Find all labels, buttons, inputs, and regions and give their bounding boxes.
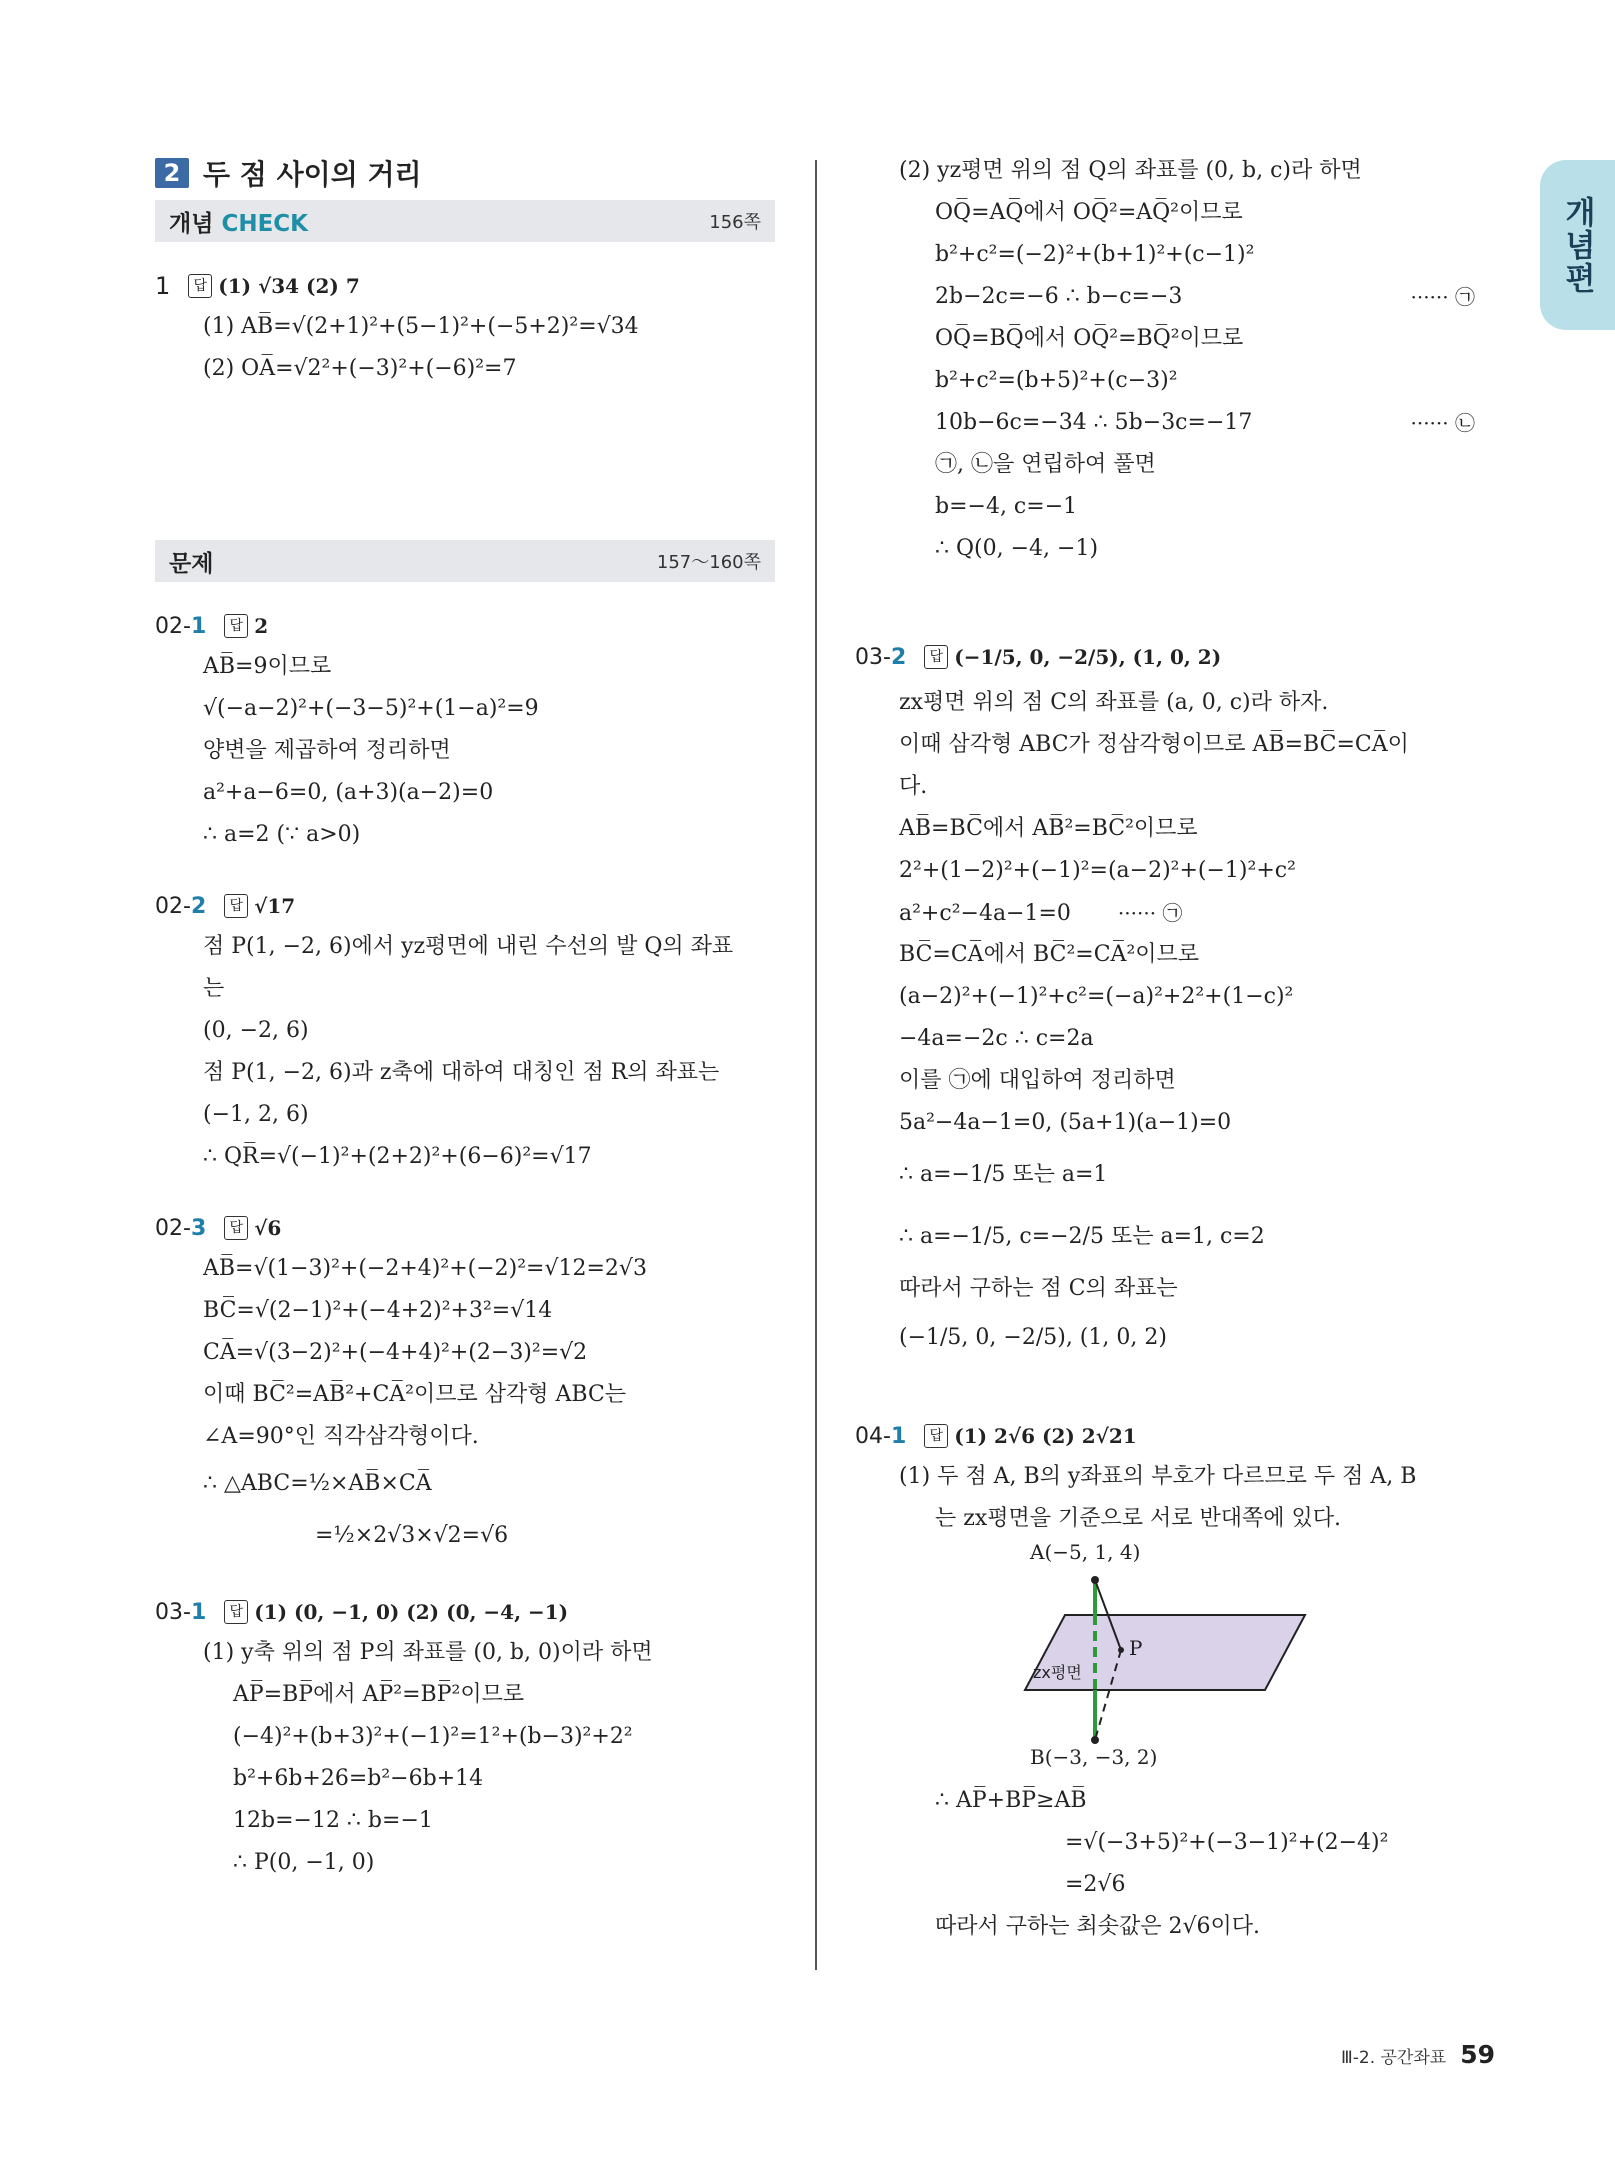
solution-line: BC̅=√(2−1)²+(−4+2)²+3²=√14 bbox=[203, 1298, 553, 1323]
problem-1-header bbox=[155, 266, 775, 306]
problem-number: 02-1 bbox=[155, 613, 207, 639]
solution-line: ∴ P(0, −1, 0) bbox=[233, 1850, 375, 1875]
solution-line: a²+a−6=0, (a+3)(a−2)=0 bbox=[203, 780, 494, 805]
solution-line: b=−4, c=−1 bbox=[935, 494, 1078, 519]
solution-line: (−1/5, 0, −2/5), (1, 0, 2) bbox=[899, 1325, 1167, 1350]
answer: (−1/5, 0, −2/5), (1, 0, 2) bbox=[954, 645, 1222, 669]
answer: 2 bbox=[254, 614, 269, 638]
solution-line: 5a²−4a−1=0, (5a+1)(a−1)=0 bbox=[899, 1110, 1232, 1135]
point-b-dot bbox=[1091, 1736, 1099, 1744]
concept-check-page: 156쪽 bbox=[709, 212, 761, 233]
solution-line bbox=[899, 892, 1495, 934]
solution-line: AP̅=BP̅에서 AP̅²=BP̅²이므로 bbox=[233, 1682, 525, 1707]
solution-line: 는 zx평면을 기준으로 서로 반대쪽에 있다. bbox=[935, 1506, 1341, 1531]
answer: (1) (0, −1, 0) (2) (0, −4, −1) bbox=[254, 1600, 569, 1624]
plane-figure bbox=[995, 1540, 1355, 1780]
equation-text: 10b−6c=−34 ∴ 5b−3c=−17 bbox=[935, 410, 1253, 435]
solution-line: ∴ a=−1/5 또는 a=1 bbox=[899, 1162, 1108, 1187]
equation-mark: ······ ㉠ bbox=[1117, 901, 1183, 925]
solution-line: BC̅=CA̅에서 BC̅²=CA̅²이므로 bbox=[899, 942, 1200, 967]
solution-line: OQ̅=BQ̅에서 OQ̅²=BQ̅²이므로 bbox=[935, 326, 1244, 351]
side-tab: 개념편 bbox=[1540, 160, 1615, 330]
solution-line bbox=[935, 276, 1495, 318]
solution-line: =√(−3+5)²+(−3−1)²+(2−4)² bbox=[1065, 1830, 1389, 1855]
solution-line: 2²+(1−2)²+(−1)²=(a−2)²+(−1)²+c² bbox=[899, 858, 1296, 883]
point-a-label: A(−5, 1, 4) bbox=[1030, 1540, 1141, 1564]
concept-check-label: 개념 CHECK bbox=[169, 210, 308, 237]
solution-line: zx평면 위의 점 C의 좌표를 (a, 0, c)라 하자. bbox=[899, 690, 1329, 715]
point-b-label: B(−3, −3, 2) bbox=[1030, 1745, 1158, 1769]
page-number: 59 bbox=[1460, 2040, 1495, 2069]
problem-03-2-header bbox=[855, 632, 1495, 682]
solution-line: 점 P(1, −2, 6)에서 yz평면에 내린 수선의 발 Q의 좌표 bbox=[203, 934, 734, 959]
solution-line: ∴ a=−1/5, c=−2/5 또는 a=1, c=2 bbox=[899, 1224, 1265, 1249]
section-number: 2 bbox=[155, 158, 189, 188]
solution-line: (2) yz평면 위의 점 Q의 좌표를 (0, b, c)라 하면 bbox=[899, 158, 1362, 183]
answer: √17 bbox=[254, 894, 296, 918]
right-column bbox=[855, 150, 1495, 1948]
section-title bbox=[155, 150, 775, 196]
solution-line: (0, −2, 6) bbox=[203, 1018, 309, 1043]
problem-number: 03-1 bbox=[155, 1599, 207, 1625]
solution-line: =½×2√3×√2=√6 bbox=[315, 1523, 509, 1548]
solution-line: 따라서 구하는 점 C의 좌표는 bbox=[899, 1276, 1178, 1301]
chapter-label: Ⅲ-2. 공간좌표 bbox=[1341, 2048, 1447, 2068]
problem-02-1-header bbox=[155, 606, 775, 646]
answer-icon: 답 bbox=[224, 1216, 248, 1240]
solution-line: b²+6b+26=b²−6b+14 bbox=[233, 1766, 484, 1791]
equation-mark: ······ ㉠ bbox=[1410, 285, 1475, 309]
problem-03-1-header bbox=[155, 1592, 775, 1632]
answer: (1) √34 (2) 7 bbox=[218, 274, 360, 298]
solution-line: AB̅=√(1−3)²+(−2+4)²+(−2)²=√12=2√3 bbox=[203, 1256, 647, 1281]
solution-line: (1) 두 점 A, B의 y좌표의 부호가 다르므로 두 점 A, B bbox=[899, 1464, 1417, 1489]
solution-line: ∠A=90°인 직각삼각형이다. bbox=[203, 1424, 479, 1449]
problem-band-label: 문제 bbox=[169, 550, 214, 577]
problem-number: 03-2 bbox=[855, 644, 907, 670]
answer-icon: 답 bbox=[924, 645, 948, 669]
solution-line: AB̅=BC̅에서 AB̅²=BC̅²이므로 bbox=[899, 816, 1198, 841]
solution-line: 점 P(1, −2, 6)과 z축에 대하여 대칭인 점 R의 좌표는 bbox=[203, 1060, 720, 1085]
solution-line: OQ̅=AQ̅에서 OQ̅²=AQ̅²이므로 bbox=[935, 200, 1243, 225]
problem-number: 04-1 bbox=[855, 1423, 907, 1449]
solution-line: 다. bbox=[899, 774, 928, 799]
solution-line: ∴ QR̅=√(−1)²+(2+2)²+(6−6)²=√17 bbox=[203, 1144, 592, 1169]
solution-line: ∴ △ABC=½×AB̅×CA̅ bbox=[203, 1471, 432, 1496]
solution-line: =2√6 bbox=[1065, 1872, 1126, 1897]
problem-band-page: 157～160쪽 bbox=[656, 552, 761, 573]
solution-line: 는 bbox=[203, 976, 225, 1001]
solution-line: 이때 삼각형 ABC가 정삼각형이므로 AB̅=BC̅=CA̅이 bbox=[899, 732, 1409, 757]
problem-number: 02-2 bbox=[155, 893, 207, 919]
problem-number: 1 bbox=[155, 272, 171, 300]
problem-02-2-header bbox=[155, 886, 775, 926]
solution-line: CA̅=√(3−2)²+(−4+4)²+(2−3)²=√2 bbox=[203, 1340, 588, 1365]
left-column bbox=[155, 150, 775, 1884]
solution-line: √(−a−2)²+(−3−5)²+(1−a)²=9 bbox=[203, 696, 539, 721]
column-divider bbox=[815, 160, 817, 1970]
solution-line: (−1, 2, 6) bbox=[203, 1102, 309, 1127]
equation-text: 2b−2c=−6 ∴ b−c=−3 bbox=[935, 284, 1183, 309]
solution-line: 이를 ㉠에 대입하여 정리하면 bbox=[899, 1068, 1176, 1093]
solution-line: (1) AB̅=√(2+1)²+(5−1)²+(−5+2)²=√34 bbox=[203, 314, 639, 339]
equation-mark: ······ ㉡ bbox=[1410, 411, 1475, 435]
answer-icon: 답 bbox=[224, 1600, 248, 1624]
solution-line: (1) y축 위의 점 P의 좌표를 (0, b, 0)이라 하면 bbox=[203, 1640, 653, 1665]
problem-number: 02-3 bbox=[155, 1215, 207, 1241]
point-p-dot bbox=[1118, 1647, 1124, 1653]
equation-text: a²+c²−4a−1=0 bbox=[899, 901, 1071, 926]
point-p-label: P bbox=[1129, 1636, 1143, 1660]
solution-line: b²+c²=(b+5)²+(c−3)² bbox=[935, 368, 1178, 393]
page-footer bbox=[1341, 2040, 1495, 2069]
solution-line: ㉠, ㉡을 연립하여 풀면 bbox=[935, 452, 1156, 477]
solution-line: ∴ Q(0, −4, −1) bbox=[935, 536, 1099, 561]
answer-icon: 답 bbox=[188, 274, 212, 298]
solution-line: ∴ a=2 (∵ a>0) bbox=[203, 822, 361, 847]
answer: √6 bbox=[254, 1216, 282, 1240]
solution-line: −4a=−2c ∴ c=2a bbox=[899, 1026, 1094, 1051]
answer-icon: 답 bbox=[224, 894, 248, 918]
solution-line: AB̅=9이므로 bbox=[203, 654, 332, 679]
solution-line bbox=[935, 402, 1495, 444]
solution-line: b²+c²=(−2)²+(b+1)²+(c−1)² bbox=[935, 242, 1255, 267]
problem-02-3-header bbox=[155, 1208, 775, 1248]
answer: (1) 2√6 (2) 2√21 bbox=[954, 1424, 1137, 1448]
solution-line: 12b=−12 ∴ b=−1 bbox=[233, 1808, 433, 1833]
solution-line: 따라서 구하는 최솟값은 2√6이다. bbox=[935, 1914, 1261, 1939]
solution-line: ∴ AP̅+BP̅≥AB̅ bbox=[935, 1788, 1087, 1813]
problem-band bbox=[155, 540, 775, 582]
solution-line: 양변을 제곱하여 정리하면 bbox=[203, 738, 451, 763]
plane-label: zx평면 bbox=[1033, 1663, 1082, 1682]
answer-icon: 답 bbox=[224, 614, 248, 638]
point-a-dot bbox=[1091, 1576, 1099, 1584]
solution-line: (−4)²+(b+3)²+(−1)²=1²+(b−3)²+2² bbox=[233, 1724, 633, 1749]
solution-line: (a−2)²+(−1)²+c²=(−a)²+2²+(1−c)² bbox=[899, 984, 1294, 1009]
section-title-text: 두 점 사이의 거리 bbox=[203, 158, 422, 191]
solution-line: 이때 BC̅²=AB̅²+CA̅²이므로 삼각형 ABC는 bbox=[203, 1382, 627, 1407]
solution-line: (2) OA̅=√2²+(−3)²+(−6)²=7 bbox=[203, 356, 517, 381]
answer-icon: 답 bbox=[924, 1424, 948, 1448]
concept-check-band bbox=[155, 200, 775, 242]
problem-04-1-header bbox=[855, 1416, 1495, 1456]
